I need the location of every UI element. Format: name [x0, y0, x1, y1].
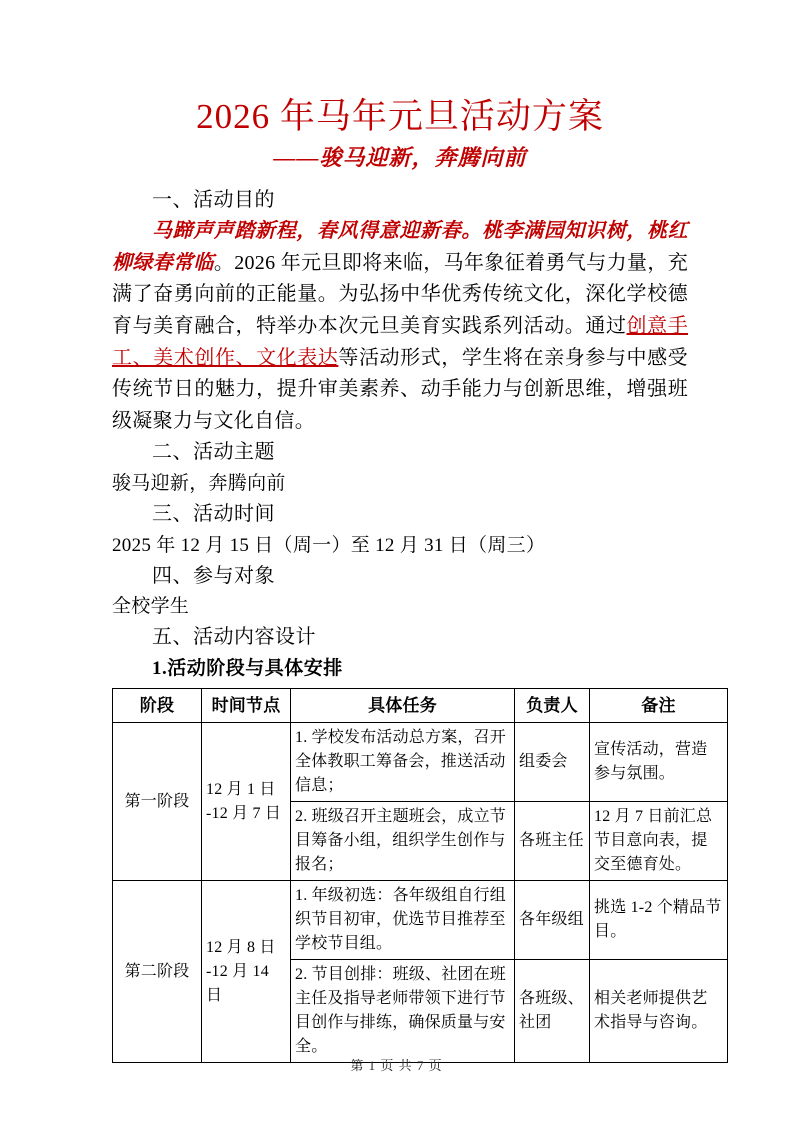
section-1-body-b: 等活动形式，学生将在亲身参与中感受传统节日的魅力，提升审美素养、动手能力与创新思维，增强班级凝聚力与文化自信。	[112, 346, 688, 432]
cell-remark: 12 月 7 日前汇总节目意向表，提交至德育处。	[590, 802, 728, 881]
section-1-paragraph	[112, 216, 688, 437]
cell-owner: 组委会	[515, 723, 590, 802]
cell-task: 1. 学校发布活动总方案，召开全体教职工筹备会，推送活动信息；	[291, 723, 515, 802]
section-heading-1: 一、活动目的	[152, 188, 275, 211]
table-row	[113, 723, 728, 802]
section-4-text: 全校学生	[112, 596, 190, 618]
cell-time: 12 月 8 日 -12 月 14 日	[202, 881, 291, 1063]
table-header-phase: 阶段	[113, 688, 202, 723]
section-heading-3: 三、活动时间	[152, 502, 275, 525]
table-header-remark: 备注	[590, 688, 728, 723]
cell-remark: 挑选 1-2 个精品节目。	[590, 881, 728, 960]
cell-phase: 第一阶段	[113, 723, 202, 881]
cell-remark: 宣传活动，营造参与氛围。	[590, 723, 728, 802]
cell-owner: 各年级组	[515, 881, 590, 960]
cell-remark: 相关老师提供艺术指导与咨询。	[590, 960, 728, 1063]
table-header-row	[113, 688, 728, 723]
table-header-task: 具体任务	[291, 688, 515, 723]
cell-task: 1. 年级初选：各年级组自行组织节目初审，优选节目推荐至学校节目组。	[291, 881, 515, 960]
section-heading-2: 二、活动主题	[152, 441, 275, 464]
section-5-sub-heading: 1.活动阶段与具体安排	[152, 657, 343, 679]
cell-owner: 各班主任	[515, 802, 590, 881]
table-head	[113, 688, 728, 723]
cell-time: 12 月 1 日 -12 月 7 日	[202, 723, 291, 881]
red-underlined-text: 创意手工、美术创作、文化表达	[112, 314, 688, 369]
page-title: 2026 年马年元旦活动方案	[196, 97, 604, 136]
cell-task: 2. 班级召开主题班会，成立节目筹备小组，组织学生创作与报名；	[291, 802, 515, 881]
section-3-text: 2025 年 12 月 15 日（周一）至 12 月 31 日（周三）	[112, 534, 546, 556]
section-2-text: 骏马迎新，奔腾向前	[112, 472, 286, 494]
table-header-owner: 负责人	[515, 688, 590, 723]
page-number-footer: 第 1 页 共 7 页	[350, 1058, 443, 1073]
cell-task: 2. 节目创排：班级、社团在班主任及指导老师带领下进行节目创作与排练，确保质量与安全。	[291, 960, 515, 1063]
cell-owner: 各班级、社团	[515, 960, 590, 1063]
schedule-table	[112, 688, 728, 1064]
table-body	[113, 723, 728, 1063]
cell-phase: 第二阶段	[113, 881, 202, 1063]
table-row	[113, 881, 728, 960]
section-1-body-a: 。2026 年元旦即将来临，马年象征着勇气与力量，充满了奋勇向前的正能量。为弘扬中华优秀传统文化，深化学校德育与美育融合，特举办本次元旦美育实践系列活动。通过	[112, 251, 688, 337]
red-emphasis-text: 马蹄声声踏新程，春风得意迎新春。桃李满园知识树，桃红柳绿春常临	[112, 220, 688, 274]
table-header-time: 时间节点	[202, 688, 291, 723]
section-heading-5: 五、活动内容设计	[152, 626, 316, 649]
page-subtitle: ——骏马迎新，奔腾向前	[273, 145, 527, 170]
section-heading-4: 四、参与对象	[152, 564, 275, 587]
